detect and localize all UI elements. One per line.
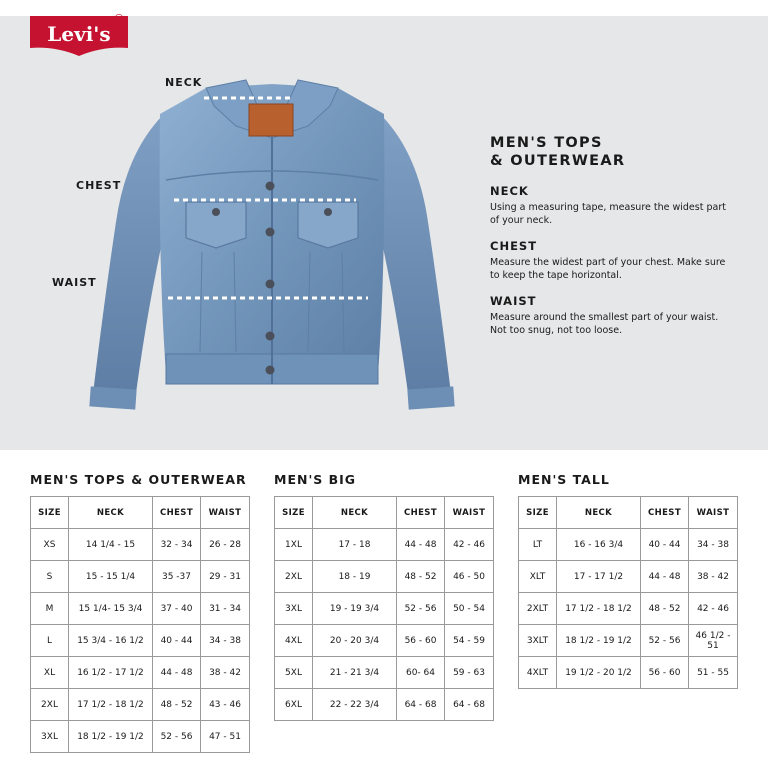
table-cell: 3XLT — [519, 625, 557, 657]
table-row — [275, 529, 494, 561]
size-table-tall — [518, 496, 738, 689]
table-cell: 1XL — [275, 529, 313, 561]
table-cell: 47 - 51 — [201, 721, 250, 753]
table-cell: 2XLT — [519, 593, 557, 625]
column-header: CHEST — [641, 497, 689, 529]
table-title-tall: MEN'S TALL — [518, 472, 610, 487]
table-cell: 52 - 56 — [397, 593, 445, 625]
measurement-guide-panel — [0, 12, 768, 450]
table-cell: 40 - 44 — [641, 529, 689, 561]
table-cell: 38 - 42 — [689, 561, 738, 593]
table-cell: 51 - 55 — [689, 657, 738, 689]
table-row — [519, 593, 738, 625]
table-row — [31, 721, 250, 753]
table-cell: LT — [519, 529, 557, 561]
table-cell: 34 - 38 — [201, 625, 250, 657]
table-cell: 44 - 48 — [153, 657, 201, 689]
table-row — [519, 529, 738, 561]
table-cell: 16 - 16 3/4 — [557, 529, 641, 561]
table-cell: 42 - 46 — [445, 529, 494, 561]
table-cell: 3XL — [275, 593, 313, 625]
column-header: CHEST — [153, 497, 201, 529]
table-cell: 21 - 21 3/4 — [313, 657, 397, 689]
table-cell: L — [31, 625, 69, 657]
table-cell: 60- 64 — [397, 657, 445, 689]
table-row — [31, 689, 250, 721]
table-cell: 43 - 46 — [201, 689, 250, 721]
table-cell: 56 - 60 — [397, 625, 445, 657]
table-cell: 56 - 60 — [641, 657, 689, 689]
denim-jacket-image — [86, 62, 458, 414]
table-cell: 2XL — [31, 689, 69, 721]
table-cell: M — [31, 593, 69, 625]
neck-label: NECK — [165, 76, 203, 89]
table-cell: 46 - 50 — [445, 561, 494, 593]
table-header-row — [275, 497, 494, 529]
table-row — [519, 561, 738, 593]
column-header: SIZE — [519, 497, 557, 529]
table-cell: 31 - 34 — [201, 593, 250, 625]
table-cell: S — [31, 561, 69, 593]
table-cell: 15 3/4 - 16 1/2 — [69, 625, 153, 657]
column-header: SIZE — [275, 497, 313, 529]
table-cell: 50 - 54 — [445, 593, 494, 625]
table-cell: 42 - 46 — [689, 593, 738, 625]
table-row — [31, 593, 250, 625]
guide-title: MEN'S TOPS & OUTERWEAR — [490, 135, 626, 169]
table-cell: 26 - 28 — [201, 529, 250, 561]
waist-label: WAIST — [52, 276, 97, 289]
table-cell: 17 1/2 - 18 1/2 — [557, 593, 641, 625]
table-row — [31, 561, 250, 593]
table-row — [519, 625, 738, 657]
table-cell: 44 - 48 — [397, 529, 445, 561]
chest-label: CHEST — [76, 179, 122, 192]
table-cell: 40 - 44 — [153, 625, 201, 657]
column-header: SIZE — [31, 497, 69, 529]
table-cell: 35 -37 — [153, 561, 201, 593]
table-row — [31, 657, 250, 689]
table-cell: XLT — [519, 561, 557, 593]
column-header: WAIST — [201, 497, 250, 529]
table-cell: 48 - 52 — [641, 593, 689, 625]
table-cell: 3XL — [31, 721, 69, 753]
table-cell: 64 - 68 — [445, 689, 494, 721]
table-title-big: MEN'S BIG — [274, 472, 357, 487]
table-cell: 48 - 52 — [153, 689, 201, 721]
table-cell: 17 - 17 1/2 — [557, 561, 641, 593]
table-row — [31, 529, 250, 561]
table-cell: 16 1/2 - 17 1/2 — [69, 657, 153, 689]
column-header: WAIST — [445, 497, 494, 529]
registered-mark: ® — [113, 12, 125, 26]
table-title-tops: MEN'S TOPS & OUTERWEAR — [30, 472, 247, 487]
size-table-big — [274, 496, 494, 721]
table-cell: 44 - 48 — [641, 561, 689, 593]
table-cell: 18 1/2 - 19 1/2 — [69, 721, 153, 753]
chest-heading: CHEST — [490, 239, 538, 253]
table-row — [275, 593, 494, 625]
table-cell: 15 - 15 1/4 — [69, 561, 153, 593]
neck-heading: NECK — [490, 184, 529, 198]
table-cell: 32 - 34 — [153, 529, 201, 561]
table-cell: 4XL — [275, 625, 313, 657]
logo-text: Levi's — [47, 22, 111, 46]
table-cell: 59 - 63 — [445, 657, 494, 689]
table-cell: 15 1/4- 15 3/4 — [69, 593, 153, 625]
table-cell: 52 - 56 — [641, 625, 689, 657]
table-row — [31, 625, 250, 657]
table-cell: 52 - 56 — [153, 721, 201, 753]
table-cell: 14 1/4 - 15 — [69, 529, 153, 561]
table-cell: 34 - 38 — [689, 529, 738, 561]
table-cell: 17 1/2 - 18 1/2 — [69, 689, 153, 721]
column-header: NECK — [69, 497, 153, 529]
neck-instructions: Using a measuring tape, measure the widest part of your neck. — [490, 202, 726, 226]
how-to-measure — [490, 134, 730, 349]
table-cell: 17 - 18 — [313, 529, 397, 561]
table-cell: 6XL — [275, 689, 313, 721]
table-cell: 2XL — [275, 561, 313, 593]
table-cell: 19 1/2 - 20 1/2 — [557, 657, 641, 689]
table-cell: 4XLT — [519, 657, 557, 689]
column-header: NECK — [557, 497, 641, 529]
chest-instructions: Measure the widest part of your chest. Make sure to keep the tape horizontal. — [490, 257, 726, 281]
table-cell: 38 - 42 — [201, 657, 250, 689]
table-header-row — [31, 497, 250, 529]
column-header: CHEST — [397, 497, 445, 529]
table-header-row — [519, 497, 738, 529]
size-table-tops — [30, 496, 250, 753]
table-cell: 46 1/2 - 51 — [689, 625, 738, 657]
column-header: NECK — [313, 497, 397, 529]
table-row — [275, 625, 494, 657]
table-cell: 48 - 52 — [397, 561, 445, 593]
table-cell: 18 1/2 - 19 1/2 — [557, 625, 641, 657]
table-cell: 5XL — [275, 657, 313, 689]
table-cell: 20 - 20 3/4 — [313, 625, 397, 657]
table-row — [275, 657, 494, 689]
waist-instructions: Measure around the smallest part of your waist. Not too snug, not too loose. — [490, 312, 719, 336]
table-cell: 18 - 19 — [313, 561, 397, 593]
table-cell: 37 - 40 — [153, 593, 201, 625]
column-header: WAIST — [689, 497, 738, 529]
table-row — [275, 561, 494, 593]
table-cell: 29 - 31 — [201, 561, 250, 593]
waist-heading: WAIST — [490, 294, 537, 308]
table-cell: 19 - 19 3/4 — [313, 593, 397, 625]
table-cell: XS — [31, 529, 69, 561]
table-row — [519, 657, 738, 689]
table-cell: XL — [31, 657, 69, 689]
table-cell: 54 - 59 — [445, 625, 494, 657]
table-cell: 64 - 68 — [397, 689, 445, 721]
table-row — [275, 689, 494, 721]
table-cell: 22 - 22 3/4 — [313, 689, 397, 721]
